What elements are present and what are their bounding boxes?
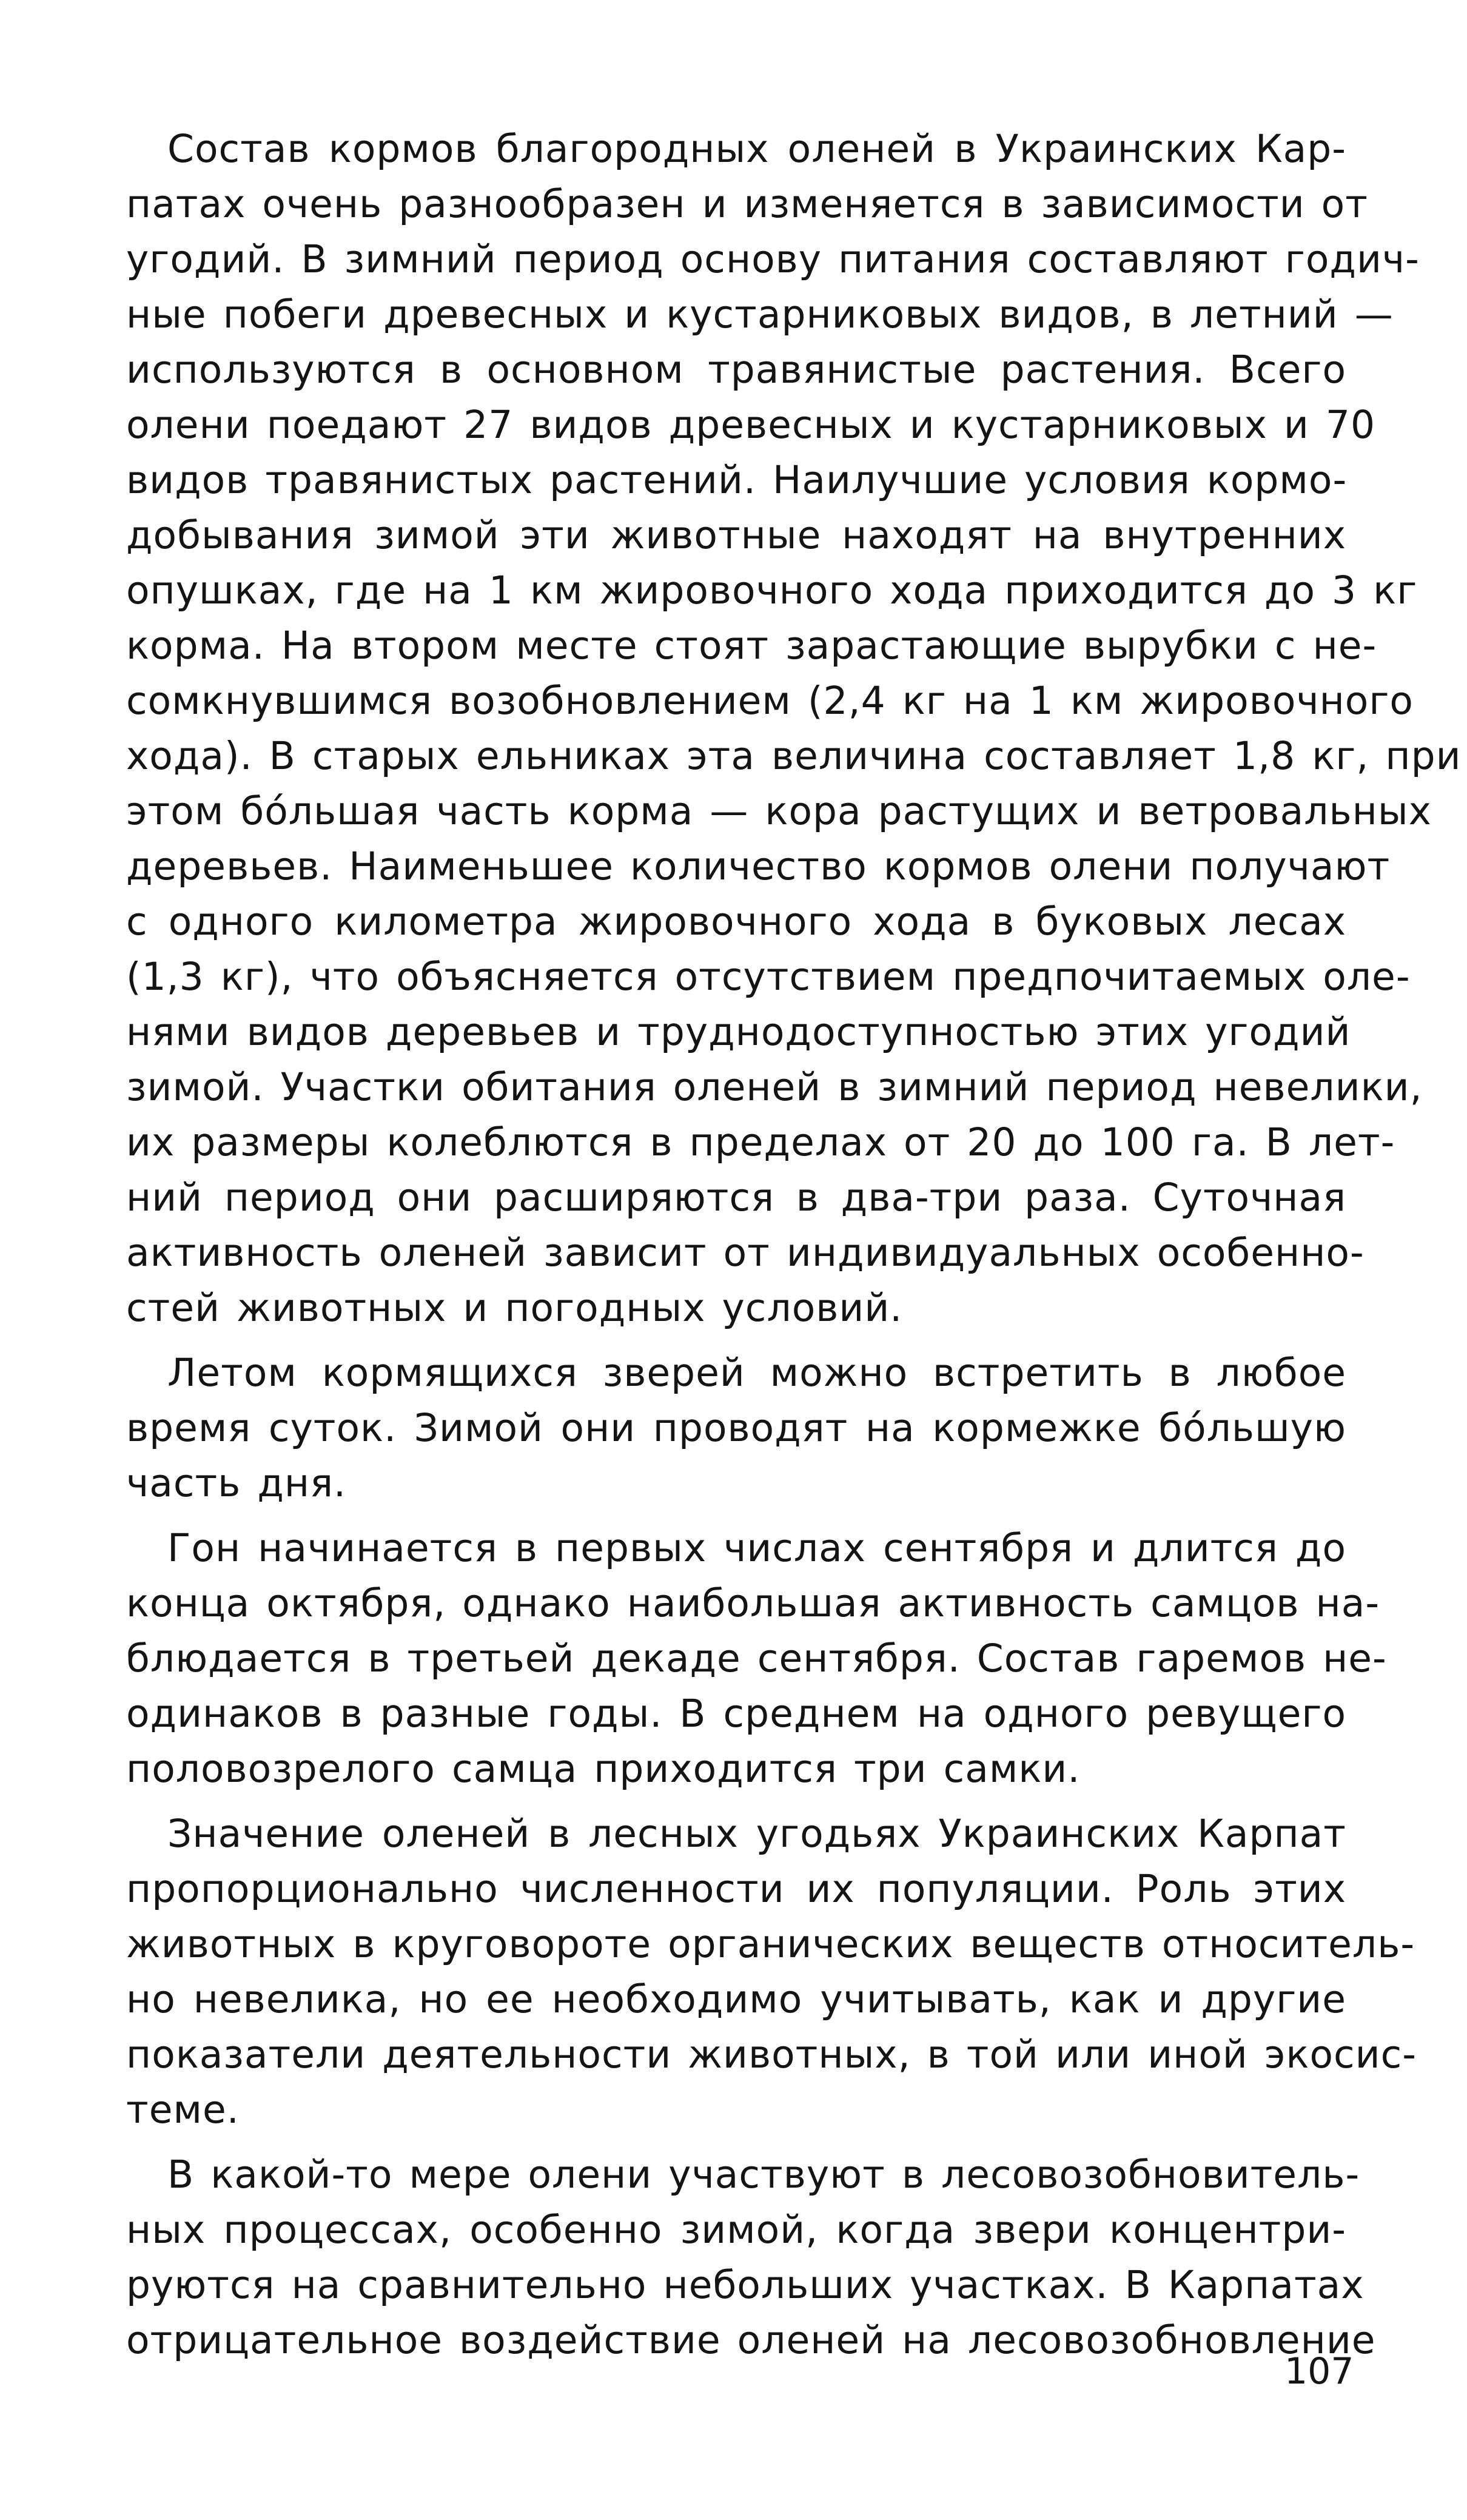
body-text — [126, 121, 1462, 2368]
text-line: патах очень разнообразен и изменяется в зависимости от — [126, 182, 1368, 226]
text-line: одинаков в разные годы. В среднем на одного ревущего — [126, 1692, 1346, 1736]
paragraph — [126, 2147, 1376, 2368]
paragraph — [126, 121, 1462, 1336]
text-line: В какой-то мере олени участвуют в лесовозобновитель- — [167, 2152, 1360, 2197]
text-line: ний период они расширяются в два-три раза. Суточная — [126, 1175, 1346, 1220]
text-line: используются в основном травянистые растения. Всего — [126, 348, 1346, 392]
paragraph — [126, 1806, 1417, 2137]
text-line: Состав кормов благородных оленей в Украинских Кар- — [167, 127, 1346, 171]
text-line: показатели деятельности животных, в той или иной экосис- — [126, 2032, 1417, 2077]
text-line: Значение оленей в лесных угодьях Украинских Карпат — [167, 1812, 1346, 1856]
text-line: ных процессах, особенно зимой, когда звери концентри- — [126, 2208, 1346, 2252]
text-line: блюдается в третьей декаде сентября. Состав гаремов не- — [126, 1636, 1387, 1681]
text-line: сомкнувшимся возобновлением (2,4 кг на 1 км жировочного — [126, 679, 1414, 723]
text-line: теме. — [126, 2088, 240, 2132]
paragraph-gap — [126, 2137, 1346, 2147]
text-line: активность оленей зависит от индивидуальных особенно- — [126, 1231, 1365, 1275]
page-number: 107 — [1284, 2350, 1354, 2393]
text-line: с одного километра жировочного хода в буковых лесах — [126, 899, 1346, 944]
text-line: (1,3 кг), что объясняется отсутствием предпочитаемых оле- — [126, 955, 1411, 999]
text-line: но невелика, но ее необходимо учитывать, как и другие — [126, 1977, 1346, 2021]
paragraph — [126, 1520, 1387, 1796]
text-line: часть дня. — [126, 1461, 346, 1505]
text-line: половозрелого самца приходится три самки. — [126, 1747, 1081, 1791]
text-line: ные побеги древесных и кустарниковых видов, в летний — — [126, 292, 1394, 337]
text-line: стей животных и погодных условий. — [126, 1286, 903, 1330]
text-line: время суток. Зимой они проводят на кормежке бо́льшую — [126, 1406, 1346, 1450]
text-line: корма. На втором месте стоят зарастающие вырубки с не- — [126, 623, 1377, 668]
paragraph — [126, 1345, 1346, 1511]
paragraph-gap — [126, 1336, 1346, 1345]
text-line: олени поедают 27 видов древесных и кустарниковых и 70 — [126, 403, 1376, 447]
text-line: руются на сравнительно небольших участках. В Карпатах — [126, 2263, 1365, 2307]
text-line: Летом кормящихся зверей можно встретить в любое — [167, 1351, 1346, 1395]
text-line: отрицательное воздействие оленей на лесовозобновление — [126, 2318, 1376, 2362]
text-line: животных в круговороте органических веществ относитель- — [126, 1922, 1415, 1966]
text-line: добывания зимой эти животные находят на внутренних — [126, 513, 1346, 557]
paragraph-gap — [126, 1511, 1346, 1520]
text-line: пропорционально численности их популяции. Роль этих — [126, 1867, 1346, 1911]
paragraph-gap — [126, 1796, 1346, 1806]
text-line: хода). В старых ельниках эта величина составляет 1,8 кг, при — [126, 734, 1462, 778]
text-line: видов травянистых растений. Наилучшие условия кормо- — [126, 458, 1348, 502]
text-line: этом бо́льшая часть корма — кора растущих и ветровальных — [126, 789, 1432, 833]
text-line: нями видов деревьев и труднодоступностью этих угодий — [126, 1010, 1351, 1054]
text-line: Гон начинается в первых числах сентября и длится до — [167, 1526, 1346, 1570]
text-line: зимой. Участки обитания оленей в зимний период невелики, — [126, 1065, 1423, 1109]
text-line: деревьев. Наименьшее количество кормов олени получают — [126, 844, 1391, 889]
text-line: угодий. В зимний период основу питания составляют годич- — [126, 237, 1420, 281]
text-line: конца октября, однако наибольшая активность самцов на- — [126, 1581, 1380, 1625]
text-line: их размеры колеблются в пределах от 20 до 100 га. В лет- — [126, 1120, 1395, 1164]
text-line: опушках, где на 1 км жировочного хода приходится до 3 кг — [126, 568, 1418, 613]
